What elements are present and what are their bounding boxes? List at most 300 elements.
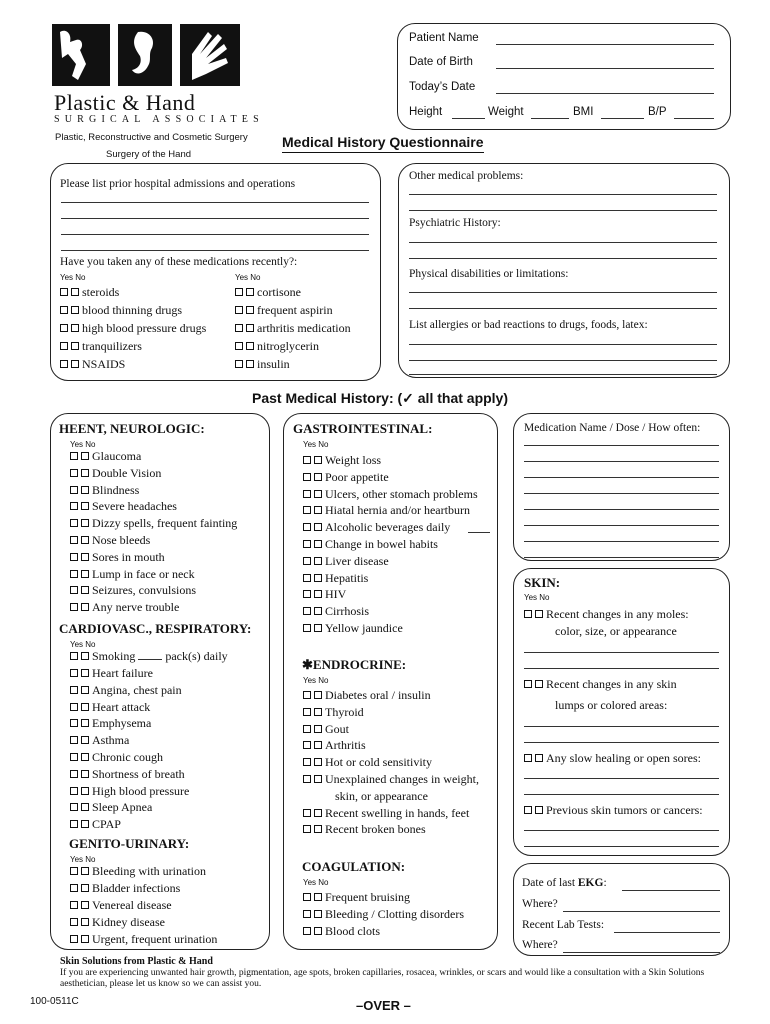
yes-checkbox[interactable] [303,590,311,598]
other-problems-label: Other medical problems: [409,170,524,182]
yes-checkbox[interactable] [524,754,532,762]
yes-checkbox[interactable] [303,825,311,833]
yes-checkbox[interactable] [303,741,311,749]
alcohol-field[interactable] [468,532,490,533]
no-checkbox[interactable] [314,590,322,598]
yes-checkbox[interactable] [70,787,78,795]
yes-checkbox[interactable] [524,610,532,618]
no-checkbox[interactable] [81,603,89,611]
yes-checkbox[interactable] [70,486,78,494]
endo-item[interactable] [303,772,479,786]
no-checkbox[interactable] [81,553,89,561]
endo-label: Unexplained changes in weight, [325,772,479,786]
yes-no-header: Yes No [70,440,96,449]
yes-checkbox[interactable] [70,884,78,892]
today-field[interactable] [496,93,714,94]
yes-checkbox[interactable] [70,452,78,460]
psych-line-1[interactable] [409,242,717,243]
yes-checkbox[interactable] [70,469,78,477]
medication-line[interactable] [524,461,719,462]
psych-line-2[interactable] [409,258,717,259]
footer-text: If you are experiencing unwanted hair growth, pigmentation, age spots, broken capillaries, rosacea, wrinkles, or scars and would like a consultation with a Skin Solutions aesthetician, please let us know so we can assist you. [60,968,705,989]
no-checkbox[interactable] [246,342,254,350]
heent-item[interactable] [70,600,179,614]
yes-no-header: Yes No [303,676,329,685]
yes-checkbox[interactable] [303,893,311,901]
medication-line[interactable] [524,541,719,542]
endo-label: Thyroid [325,704,364,719]
patient-name-field[interactable] [496,44,714,45]
lumps-item[interactable] [524,677,677,691]
no-checkbox[interactable] [81,787,89,795]
yes-checkbox[interactable] [303,574,311,582]
weight-field[interactable] [531,118,569,119]
no-checkbox[interactable] [314,540,322,548]
gastro-label: HIV [325,587,347,602]
medication-line[interactable] [524,477,719,478]
yes-checkbox[interactable] [70,719,78,727]
gastro-item[interactable] [303,487,478,501]
allergies-line-2[interactable] [409,360,717,361]
moles-continuation: color, size, or appearance [555,624,677,638]
yes-checkbox[interactable] [235,306,243,314]
yes-checkbox[interactable] [303,490,311,498]
yes-checkbox[interactable] [303,456,311,464]
yes-checkbox[interactable] [303,809,311,817]
lumps-label: Recent changes in any skin [546,677,677,691]
no-checkbox[interactable] [81,536,89,544]
heent-label: Sores in mouth [92,549,165,564]
ekg-label: Date of last EKG: [522,877,607,889]
bp-field[interactable] [674,118,714,119]
med-item[interactable] [235,321,351,335]
yes-checkbox[interactable] [235,288,243,296]
gastro-item[interactable] [303,554,389,568]
footer-title: Skin Solutions from Plastic & Hand [60,956,213,967]
ekg-field[interactable] [622,890,720,891]
heent-item[interactable] [70,550,165,564]
yes-no-header: Yes No [303,440,329,449]
no-checkbox[interactable] [535,680,543,688]
no-checkbox[interactable] [81,867,89,875]
no-checkbox[interactable] [314,691,322,699]
coag-item[interactable] [303,907,464,921]
heent-item[interactable] [70,466,161,480]
lumps-line-1[interactable] [524,726,719,727]
endo-label: Recent swelling in hands, feet [325,805,470,820]
no-checkbox[interactable] [81,719,89,727]
med-label: steroids [82,285,120,299]
genito-item[interactable] [70,932,217,946]
coag-title: COAGULATION: [302,859,406,874]
no-checkbox[interactable] [314,741,322,749]
med-label: tranquilizers [82,339,142,353]
yes-checkbox[interactable] [70,753,78,761]
cardio-label: Shortness of breath [92,766,185,781]
no-checkbox[interactable] [314,825,322,833]
yes-checkbox[interactable] [70,553,78,561]
allergies-line-1[interactable] [409,344,717,345]
heent-item[interactable] [70,533,150,547]
gastro-endo-coag-box [283,413,498,950]
yes-checkbox[interactable] [60,360,68,368]
no-checkbox[interactable] [81,736,89,744]
no-checkbox[interactable] [314,607,322,615]
no-checkbox[interactable] [81,753,89,761]
no-checkbox[interactable] [81,570,89,578]
logo [52,24,264,125]
gastro-item[interactable] [303,520,450,534]
yes-checkbox[interactable] [70,570,78,578]
no-checkbox[interactable] [81,452,89,460]
no-checkbox[interactable] [81,469,89,477]
no-checkbox[interactable] [71,306,79,314]
tumors-line-2[interactable] [524,846,719,847]
logo-subtitle: SURGICAL ASSOCIATES [54,114,264,125]
yes-checkbox[interactable] [524,680,532,688]
yes-checkbox[interactable] [235,324,243,332]
healing-line-1[interactable] [524,778,719,779]
yes-checkbox[interactable] [303,473,311,481]
yes-checkbox[interactable] [60,306,68,314]
cardio-item[interactable] [70,750,163,764]
yes-checkbox[interactable] [70,803,78,811]
admissions-line-1[interactable] [61,202,369,203]
yes-checkbox[interactable] [303,910,311,918]
heent-label: Dizzy spells, frequent fainting [92,516,238,531]
yes-checkbox[interactable] [235,342,243,350]
genito-label: Kidney disease [92,915,165,929]
no-checkbox[interactable] [81,703,89,711]
healing-item[interactable] [524,751,701,765]
admissions-line-2[interactable] [61,218,369,219]
cardio-label: Sleep Apnea [92,800,153,815]
no-checkbox[interactable] [314,523,322,531]
endo-item[interactable] [303,806,469,820]
endo-label: Hot or cold sensitivity [325,755,432,770]
cardio-item[interactable] [70,767,185,781]
no-checkbox[interactable] [81,884,89,892]
no-checkbox[interactable] [81,486,89,494]
gastro-item[interactable] [303,470,389,484]
no-checkbox[interactable] [71,342,79,350]
height-field[interactable] [452,118,485,119]
cardio-label: Heart attack [92,699,151,714]
bp-label: B/P [648,106,667,118]
med-label: insulin [257,357,290,371]
no-checkbox[interactable] [81,502,89,510]
med-label: cortisone [257,285,301,299]
cardio-label: Angina, chest pain [92,682,182,697]
cardio-label: CPAP [92,817,121,832]
cardio-item[interactable] [70,817,121,831]
coag-label: Bleeding / Clotting disorders [325,907,464,921]
no-checkbox[interactable] [314,506,322,514]
weight-label: Weight [488,106,524,118]
gastro-item[interactable] [303,503,470,517]
cardio-item[interactable] [70,700,150,714]
endo-label: Arthritis [325,738,366,753]
gastro-item[interactable] [303,571,368,585]
no-checkbox[interactable] [314,775,322,783]
moles-line-1[interactable] [524,652,719,653]
heent-item[interactable] [70,583,196,597]
gastro-item[interactable] [303,621,403,635]
logo-name: Plastic & Hand [54,90,196,115]
gastro-item[interactable] [303,604,369,618]
yes-checkbox[interactable] [70,686,78,694]
cardio-item[interactable] [70,683,182,697]
moles-label: Recent changes in any moles: [546,607,689,621]
no-checkbox[interactable] [314,456,322,464]
yes-checkbox[interactable] [235,360,243,368]
allergies-line-3[interactable] [409,374,717,375]
gastro-item[interactable] [303,587,346,601]
yes-checkbox[interactable] [70,935,78,943]
endo-item[interactable] [303,705,364,719]
coag-item[interactable] [303,924,380,938]
no-checkbox[interactable] [81,686,89,694]
yes-no-header: Yes No [70,640,96,649]
smoking-item[interactable] [70,649,228,663]
no-checkbox[interactable] [314,725,322,733]
no-checkbox[interactable] [314,758,322,766]
yes-checkbox[interactable] [303,691,311,699]
yes-checkbox[interactable] [70,603,78,611]
admissions-line-3[interactable] [61,234,369,235]
no-checkbox[interactable] [314,809,322,817]
med-label: high blood pressure drugs [82,321,207,335]
disabilities-label: Physical disabilities or limitations: [409,268,569,280]
cardio-label: Heart failure [92,666,153,680]
no-checkbox[interactable] [246,360,254,368]
labs-field[interactable] [614,932,720,933]
other-problems-line-1[interactable] [409,194,717,195]
endo-item[interactable] [303,722,349,736]
yes-no-header: Yes No [303,878,329,887]
gastro-item[interactable] [303,537,438,551]
no-checkbox[interactable] [314,910,322,918]
disabilities-line-1[interactable] [409,292,717,293]
endo-title: ✱ENDROCRINE: [302,657,407,672]
cardio-item[interactable] [70,716,151,730]
yes-checkbox[interactable] [303,775,311,783]
other-problems-box [398,163,730,378]
yes-checkbox[interactable] [70,519,78,527]
patient-info-box [397,23,731,130]
yes-checkbox[interactable] [303,523,311,531]
yes-checkbox[interactable] [70,736,78,744]
tumors-line-1[interactable] [524,830,719,831]
yes-checkbox[interactable] [303,927,311,935]
gastro-label: Weight loss [325,453,382,467]
where-field-1[interactable] [563,911,720,912]
cardio-item[interactable] [70,784,189,798]
gastro-label: Hepatitis [325,570,369,585]
no-checkbox[interactable] [246,288,254,296]
healing-label: Any slow healing or open sores: [546,751,701,765]
yes-no-header: Yes No [524,593,550,602]
genito-item[interactable] [70,864,206,878]
heent-label: Double Vision [92,465,162,480]
heent-item[interactable] [70,499,177,513]
no-checkbox[interactable] [314,893,322,901]
yes-checkbox[interactable] [70,867,78,875]
yes-checkbox[interactable] [303,758,311,766]
no-checkbox[interactable] [314,927,322,935]
moles-line-2[interactable] [524,668,719,669]
no-checkbox[interactable] [81,652,89,660]
no-checkbox[interactable] [71,360,79,368]
yes-checkbox[interactable] [70,901,78,909]
med-item[interactable] [235,357,290,371]
no-checkbox[interactable] [246,324,254,332]
endo-item[interactable] [303,688,431,702]
yes-checkbox[interactable] [60,288,68,296]
yes-checkbox[interactable] [60,324,68,332]
genito-item[interactable] [70,898,172,912]
med-item[interactable] [60,303,182,317]
yes-checkbox[interactable] [303,557,311,565]
med-label: blood thinning drugs [82,303,183,317]
no-checkbox[interactable] [81,770,89,778]
gastro-label: Hiatal hernia and/or heartburn [325,503,470,518]
genito-label: Bleeding with urination [92,864,206,878]
gastro-label: Poor appetite [325,469,389,484]
medication-line[interactable] [524,509,719,510]
disabilities-line-2[interactable] [409,308,717,309]
medication-line[interactable] [524,525,719,526]
heent-item[interactable] [70,483,139,497]
logo-tagline-1: Plastic, Reconstructive and Cosmetic Surgery [55,132,248,143]
no-checkbox[interactable] [314,490,322,498]
no-checkbox[interactable] [81,519,89,527]
endo-label: Gout [325,721,349,736]
med-item[interactable] [60,339,142,353]
heent-item[interactable] [70,449,141,463]
no-checkbox[interactable] [81,669,89,677]
logo-hands-icon [52,24,242,90]
yes-checkbox[interactable] [70,669,78,677]
yes-checkbox[interactable] [70,820,78,828]
page-title: Medical History Questionnaire [282,134,484,153]
no-checkbox[interactable] [81,901,89,909]
yes-checkbox[interactable] [524,806,532,814]
yes-checkbox[interactable] [60,342,68,350]
healing-line-2[interactable] [524,794,719,795]
med-label: nitroglycerin [257,339,319,353]
cardio-label: Chronic cough [92,750,163,764]
ekg-box [513,863,730,956]
other-problems-line-2[interactable] [409,210,717,211]
cardio-item[interactable] [70,733,129,747]
endo-item[interactable] [303,755,432,769]
med-item[interactable] [60,357,125,371]
no-checkbox[interactable] [314,708,322,716]
yes-checkbox[interactable] [303,624,311,632]
packs-field[interactable] [138,659,162,660]
moles-item[interactable] [524,607,689,621]
yes-checkbox[interactable] [303,725,311,733]
med-label: arthritis medication [257,321,351,335]
cardio-item[interactable] [70,666,153,680]
yes-checkbox[interactable] [70,770,78,778]
med-item[interactable] [235,339,319,353]
genito-item[interactable] [70,881,180,895]
no-checkbox[interactable] [81,803,89,811]
no-checkbox[interactable] [81,586,89,594]
yes-checkbox[interactable] [70,703,78,711]
yes-checkbox[interactable] [70,586,78,594]
cardio-item[interactable] [70,800,152,814]
no-checkbox[interactable] [246,306,254,314]
med-item[interactable] [60,285,119,299]
med-item[interactable] [235,303,333,317]
medication-line[interactable] [524,557,719,558]
no-checkbox[interactable] [314,624,322,632]
genito-item[interactable] [70,915,165,929]
endo-item[interactable] [303,738,366,752]
no-checkbox[interactable] [535,806,543,814]
ekg-label-text: Date of last [522,877,578,889]
gastro-item[interactable] [303,453,381,467]
yes-checkbox[interactable] [70,502,78,510]
coag-item[interactable] [303,890,410,904]
height-label: Height [409,106,443,118]
no-checkbox[interactable] [71,288,79,296]
gastro-label: Ulcers, other stomach problems [325,486,478,501]
no-checkbox[interactable] [81,820,89,828]
no-checkbox[interactable] [81,918,89,926]
medication-title: Medication Name / Dose / How often: [524,422,701,434]
endo-label: Recent broken bones [325,822,426,837]
cardio-label: High blood pressure [92,783,190,798]
no-checkbox[interactable] [535,610,543,618]
heent-label: Nose bleeds [92,533,151,547]
yes-checkbox[interactable] [70,652,78,660]
heent-item[interactable] [70,567,195,581]
medication-line[interactable] [524,493,719,494]
no-checkbox[interactable] [81,935,89,943]
heent-item[interactable] [70,516,237,530]
bmi-label: BMI [573,106,594,118]
no-checkbox[interactable] [314,473,322,481]
endo-item[interactable] [303,822,426,836]
yes-checkbox[interactable] [303,506,311,514]
lumps-line-2[interactable] [524,742,719,743]
no-checkbox[interactable] [71,324,79,332]
no-checkbox[interactable] [535,754,543,762]
yes-checkbox[interactable] [303,708,311,716]
tumors-item[interactable] [524,803,703,817]
medication-line[interactable] [524,445,719,446]
skin-title: SKIN: [524,575,561,590]
dob-field[interactable] [496,68,714,69]
where-field-2[interactable] [563,952,720,953]
med-item[interactable] [60,321,206,335]
yes-checkbox[interactable] [303,540,311,548]
no-checkbox[interactable] [314,574,322,582]
no-checkbox[interactable] [314,557,322,565]
endo-label: Diabetes oral / insulin [325,688,431,702]
admissions-line-4[interactable] [61,250,369,251]
yes-checkbox[interactable] [70,536,78,544]
med-item[interactable] [235,285,301,299]
yes-checkbox[interactable] [303,607,311,615]
yes-checkbox[interactable] [70,918,78,926]
bmi-field[interactable] [601,118,644,119]
yes-no-header: Yes No [60,273,86,282]
